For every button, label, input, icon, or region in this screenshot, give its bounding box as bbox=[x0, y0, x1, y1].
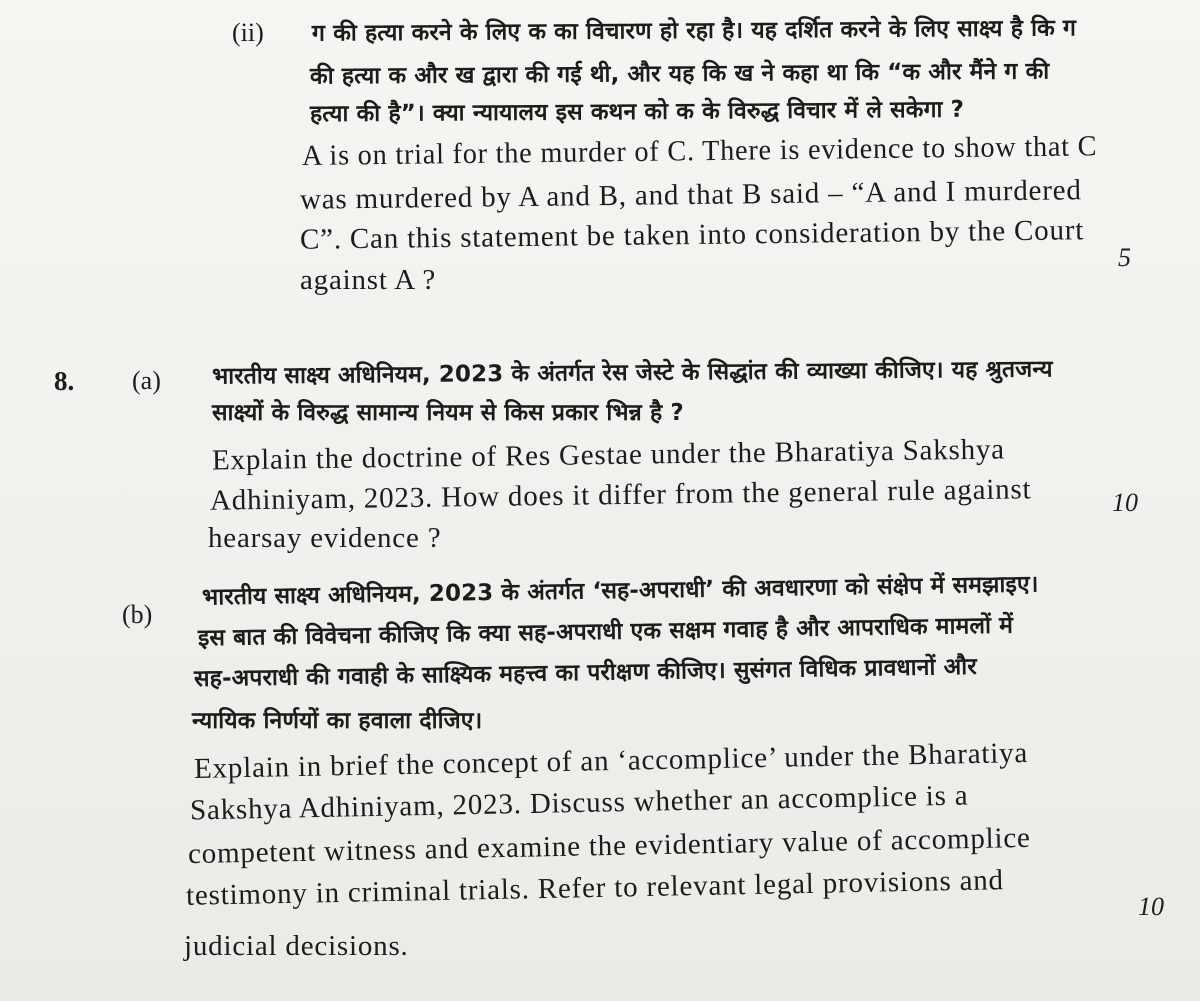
part-b-hindi-line-3: सह-अपराधी की गवाही के साक्ष्यिक महत्त्व का परीक्षण कीजिए। सुसंगत विधिक प्रावधानों और bbox=[193, 653, 977, 693]
part-b-english-line-1: Explain in brief the concept of an ‘accomplice’ under the Bharatiya bbox=[193, 736, 1029, 786]
part-ii-marks: 5 bbox=[1118, 243, 1131, 272]
part-b-marks: 10 bbox=[1138, 892, 1164, 921]
part-ii-hindi-line-1: ग की हत्या करने के लिए क का विचारण हो रहा है। यह दर्शित करने के लिए साक्ष्य है कि ग bbox=[311, 15, 1077, 47]
part-a-english-line-1: Explain the doctrine of Res Gestae under the Bharatiya Sakshya bbox=[211, 433, 1006, 477]
part-ii-english-line-1: A is on trial for the murder of C. There is evidence to show that C bbox=[301, 130, 1098, 172]
part-ii-hindi-line-3: हत्या की है”। क्या न्यायालय इस कथन को क के विरुद्ध विचार में ले सकेगा ? bbox=[309, 96, 965, 128]
part-b-english-line-4: testimony in criminal trials. Refer to relevant legal provisions and bbox=[185, 864, 1005, 912]
part-b-hindi-line-2: इस बात की विवेचना कीजिए कि क्या सह-अपराधी एक सक्षम गवाह है और आपराधिक मामलों में bbox=[197, 612, 1014, 652]
part-b-english-line-5: judicial decisions. bbox=[184, 930, 409, 962]
part-b-english-line-3: competent witness and examine the evidentiary value of accomplice bbox=[187, 821, 1031, 871]
part-ii-label: (ii) bbox=[232, 18, 264, 47]
part-b-hindi-line-1: भारतीय साक्ष्य अधिनियम, 2023 के अंतर्गत ‘सह-अपराधी’ की अवधारणा को संक्षेप में समझाइए। bbox=[201, 571, 1039, 611]
part-a-hindi-line-2: साक्ष्यों के विरुद्ध सामान्य नियम से किस प्रकार भिन्न है ? bbox=[212, 400, 684, 426]
part-ii-english-line-4: against A ? bbox=[300, 264, 437, 296]
part-a-english-line-3: hearsay evidence ? bbox=[208, 522, 442, 554]
part-b-english-line-2: Sakshya Adhiniyam, 2023. Discuss whether an accomplice is a bbox=[189, 779, 969, 827]
part-ii-english-line-3: C”. Can this statement be taken into consideration by the Court bbox=[299, 214, 1085, 256]
question-8-number: 8. bbox=[54, 366, 75, 396]
part-ii-english-line-2: was murdered by A and B, and that B said – “A and I murdered bbox=[299, 174, 1082, 216]
part-a-english-line-2: Adhiniyam, 2023. How does it differ from the general rule against bbox=[209, 473, 1032, 517]
part-b-hindi-line-4: न्यायिक निर्णयों का हवाला दीजिए। bbox=[192, 708, 483, 734]
part-b-label: (b) bbox=[122, 600, 153, 629]
part-a-marks: 10 bbox=[1112, 488, 1138, 517]
part-a-label: (a) bbox=[132, 366, 161, 395]
part-a-hindi-line-1: भारतीय साक्ष्य अधिनियम, 2023 के अंतर्गत रेस जेस्टे के सिद्धांत की व्याख्या कीजिए। यह श्रुतजन्य bbox=[211, 356, 1053, 390]
part-ii-hindi-line-2: की हत्या क और ख द्वारा की गई थी, और यह कि ख ने कहा था कि “क और मैंने ग की bbox=[309, 58, 1050, 90]
